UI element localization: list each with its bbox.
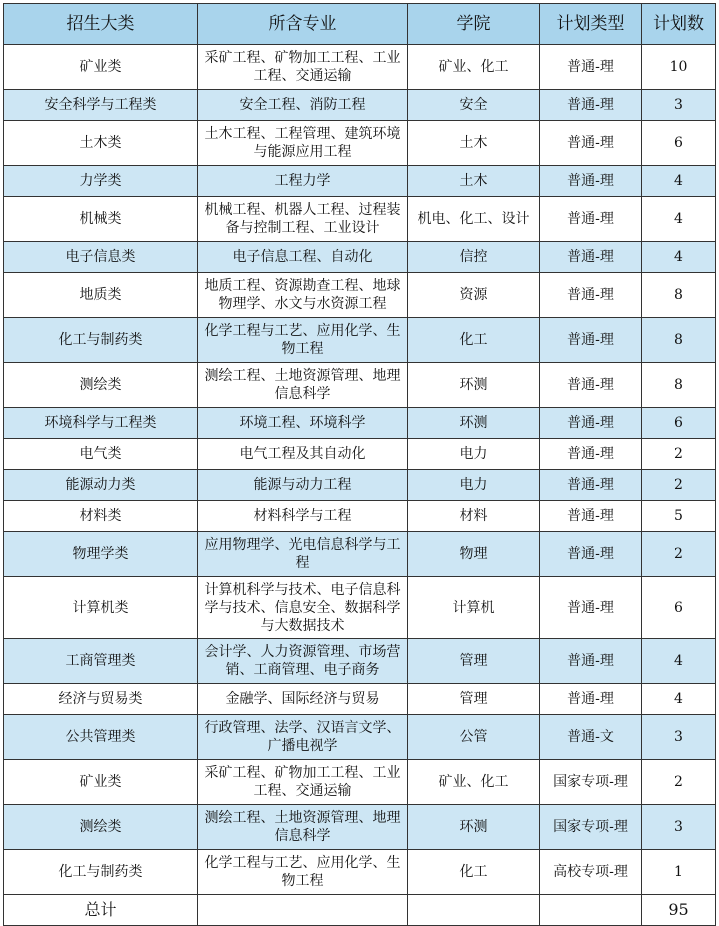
cell-plan-type: 普通-理: [540, 45, 642, 90]
cell-plan-type: 普通-理: [540, 242, 642, 273]
cell-majors: 环境工程、环境科学: [198, 408, 408, 439]
cell-majors: 化学工程与工艺、应用化学、生物工程: [198, 318, 408, 363]
cell-category: 化工与制药类: [4, 318, 198, 363]
cell-majors: 电气工程及其自动化: [198, 439, 408, 470]
cell-category: 力学类: [4, 166, 198, 197]
table-row: [4, 639, 716, 684]
cell-majors: 应用物理学、光电信息科学与工程: [198, 532, 408, 577]
cell-count: 4: [642, 242, 716, 273]
cell-plan-type: 普通-理: [540, 197, 642, 242]
cell-college: 矿业、化工: [408, 45, 540, 90]
cell-count: 6: [642, 121, 716, 166]
cell-plan-type: 普通-理: [540, 577, 642, 639]
cell-majors: 材料科学与工程: [198, 501, 408, 532]
cell-majors: 化学工程与工艺、应用化学、生物工程: [198, 850, 408, 895]
cell-college: 环测: [408, 363, 540, 408]
table-row: [4, 850, 716, 895]
table-row: [4, 363, 716, 408]
cell-majors: 测绘工程、土地资源管理、地理信息科学: [198, 363, 408, 408]
table-row: [4, 684, 716, 715]
enrollment-plan-table: [3, 3, 716, 926]
header-college: 学院: [408, 4, 540, 45]
cell-majors: 会计学、人力资源管理、市场营销、工商管理、电子商务: [198, 639, 408, 684]
cell-count: 6: [642, 408, 716, 439]
table-row: [4, 715, 716, 760]
table-row: [4, 470, 716, 501]
table-row: [4, 760, 716, 805]
cell-college: 资源: [408, 273, 540, 318]
cell-college: 环测: [408, 408, 540, 439]
cell-count: 2: [642, 532, 716, 577]
cell-majors: 金融学、国际经济与贸易: [198, 684, 408, 715]
cell-plan-type: 普通-理: [540, 273, 642, 318]
cell-count: 2: [642, 470, 716, 501]
cell-college: 化工: [408, 850, 540, 895]
header-plan-type: 计划类型: [540, 4, 642, 45]
cell-college: 电力: [408, 439, 540, 470]
cell-majors: 电子信息工程、自动化: [198, 242, 408, 273]
cell-category: 材料类: [4, 501, 198, 532]
cell-category: 安全科学与工程类: [4, 90, 198, 121]
header-count: 计划数: [642, 4, 716, 45]
cell-college: 计算机: [408, 577, 540, 639]
cell-category: 测绘类: [4, 805, 198, 850]
cell-category: 电气类: [4, 439, 198, 470]
cell-count: 8: [642, 273, 716, 318]
total-empty-cell: [540, 895, 642, 926]
cell-count: 4: [642, 197, 716, 242]
table-row: [4, 532, 716, 577]
cell-college: 机电、化工、设计: [408, 197, 540, 242]
table-row: [4, 408, 716, 439]
header-category: 招生大类: [4, 4, 198, 45]
cell-category: 矿业类: [4, 760, 198, 805]
cell-count: 4: [642, 166, 716, 197]
cell-count: 6: [642, 577, 716, 639]
total-empty-cell: [198, 895, 408, 926]
cell-plan-type: 普通-理: [540, 408, 642, 439]
cell-plan-type: 国家专项-理: [540, 760, 642, 805]
cell-count: 4: [642, 684, 716, 715]
cell-category: 经济与贸易类: [4, 684, 198, 715]
cell-college: 安全: [408, 90, 540, 121]
cell-category: 矿业类: [4, 45, 198, 90]
cell-college: 信控: [408, 242, 540, 273]
cell-count: 8: [642, 318, 716, 363]
cell-category: 计算机类: [4, 577, 198, 639]
total-label: 总计: [4, 895, 198, 926]
cell-college: 材料: [408, 501, 540, 532]
cell-plan-type: 普通-理: [540, 470, 642, 501]
cell-plan-type: 普通-理: [540, 363, 642, 408]
cell-majors: 采矿工程、矿物加工工程、工业工程、交通运输: [198, 45, 408, 90]
cell-majors: 地质工程、资源勘查工程、地球物理学、水文与水资源工程: [198, 273, 408, 318]
cell-plan-type: 普通-文: [540, 715, 642, 760]
total-value: 95: [642, 895, 716, 926]
table-row: [4, 121, 716, 166]
cell-college: 电力: [408, 470, 540, 501]
total-row: [4, 895, 716, 926]
cell-plan-type: 普通-理: [540, 121, 642, 166]
cell-category: 测绘类: [4, 363, 198, 408]
cell-category: 机械类: [4, 197, 198, 242]
cell-college: 管理: [408, 684, 540, 715]
cell-category: 环境科学与工程类: [4, 408, 198, 439]
cell-majors: 机械工程、机器人工程、过程装备与控制工程、工业设计: [198, 197, 408, 242]
cell-college: 公管: [408, 715, 540, 760]
cell-majors: 能源与动力工程: [198, 470, 408, 501]
cell-plan-type: 普通-理: [540, 439, 642, 470]
cell-category: 工商管理类: [4, 639, 198, 684]
cell-category: 土木类: [4, 121, 198, 166]
cell-majors: 计算机科学与技术、电子信息科学与技术、信息安全、数据科学与大数据技术: [198, 577, 408, 639]
table-row: [4, 318, 716, 363]
cell-plan-type: 普通-理: [540, 166, 642, 197]
cell-plan-type: 普通-理: [540, 639, 642, 684]
cell-majors: 安全工程、消防工程: [198, 90, 408, 121]
table-row: [4, 439, 716, 470]
table-row: [4, 501, 716, 532]
cell-category: 地质类: [4, 273, 198, 318]
cell-category: 电子信息类: [4, 242, 198, 273]
table-row: [4, 166, 716, 197]
table-row: [4, 45, 716, 90]
cell-majors: 行政管理、法学、汉语言文学、广播电视学: [198, 715, 408, 760]
cell-college: 土木: [408, 121, 540, 166]
cell-count: 3: [642, 805, 716, 850]
cell-plan-type: 普通-理: [540, 532, 642, 577]
cell-college: 土木: [408, 166, 540, 197]
cell-college: 环测: [408, 805, 540, 850]
table-row: [4, 805, 716, 850]
cell-college: 化工: [408, 318, 540, 363]
cell-count: 5: [642, 501, 716, 532]
cell-college: 矿业、化工: [408, 760, 540, 805]
cell-plan-type: 国家专项-理: [540, 805, 642, 850]
table-header-row: [4, 4, 716, 45]
cell-count: 2: [642, 439, 716, 470]
cell-plan-type: 高校专项-理: [540, 850, 642, 895]
cell-count: 1: [642, 850, 716, 895]
cell-category: 能源动力类: [4, 470, 198, 501]
table-row: [4, 242, 716, 273]
cell-count: 3: [642, 715, 716, 760]
header-majors: 所含专业: [198, 4, 408, 45]
cell-count: 2: [642, 760, 716, 805]
cell-college: 管理: [408, 639, 540, 684]
cell-majors: 测绘工程、土地资源管理、地理信息科学: [198, 805, 408, 850]
cell-category: 公共管理类: [4, 715, 198, 760]
cell-majors: 土木工程、工程管理、建筑环境与能源应用工程: [198, 121, 408, 166]
table-row: [4, 577, 716, 639]
cell-plan-type: 普通-理: [540, 684, 642, 715]
cell-count: 8: [642, 363, 716, 408]
cell-count: 4: [642, 639, 716, 684]
table-row: [4, 90, 716, 121]
cell-plan-type: 普通-理: [540, 90, 642, 121]
cell-college: 物理: [408, 532, 540, 577]
table-row: [4, 197, 716, 242]
cell-plan-type: 普通-理: [540, 501, 642, 532]
table-row: [4, 273, 716, 318]
cell-majors: 工程力学: [198, 166, 408, 197]
cell-majors: 采矿工程、矿物加工工程、工业工程、交通运输: [198, 760, 408, 805]
total-empty-cell: [408, 895, 540, 926]
cell-category: 化工与制药类: [4, 850, 198, 895]
cell-category: 物理学类: [4, 532, 198, 577]
cell-count: 3: [642, 90, 716, 121]
cell-count: 10: [642, 45, 716, 90]
cell-plan-type: 普通-理: [540, 318, 642, 363]
